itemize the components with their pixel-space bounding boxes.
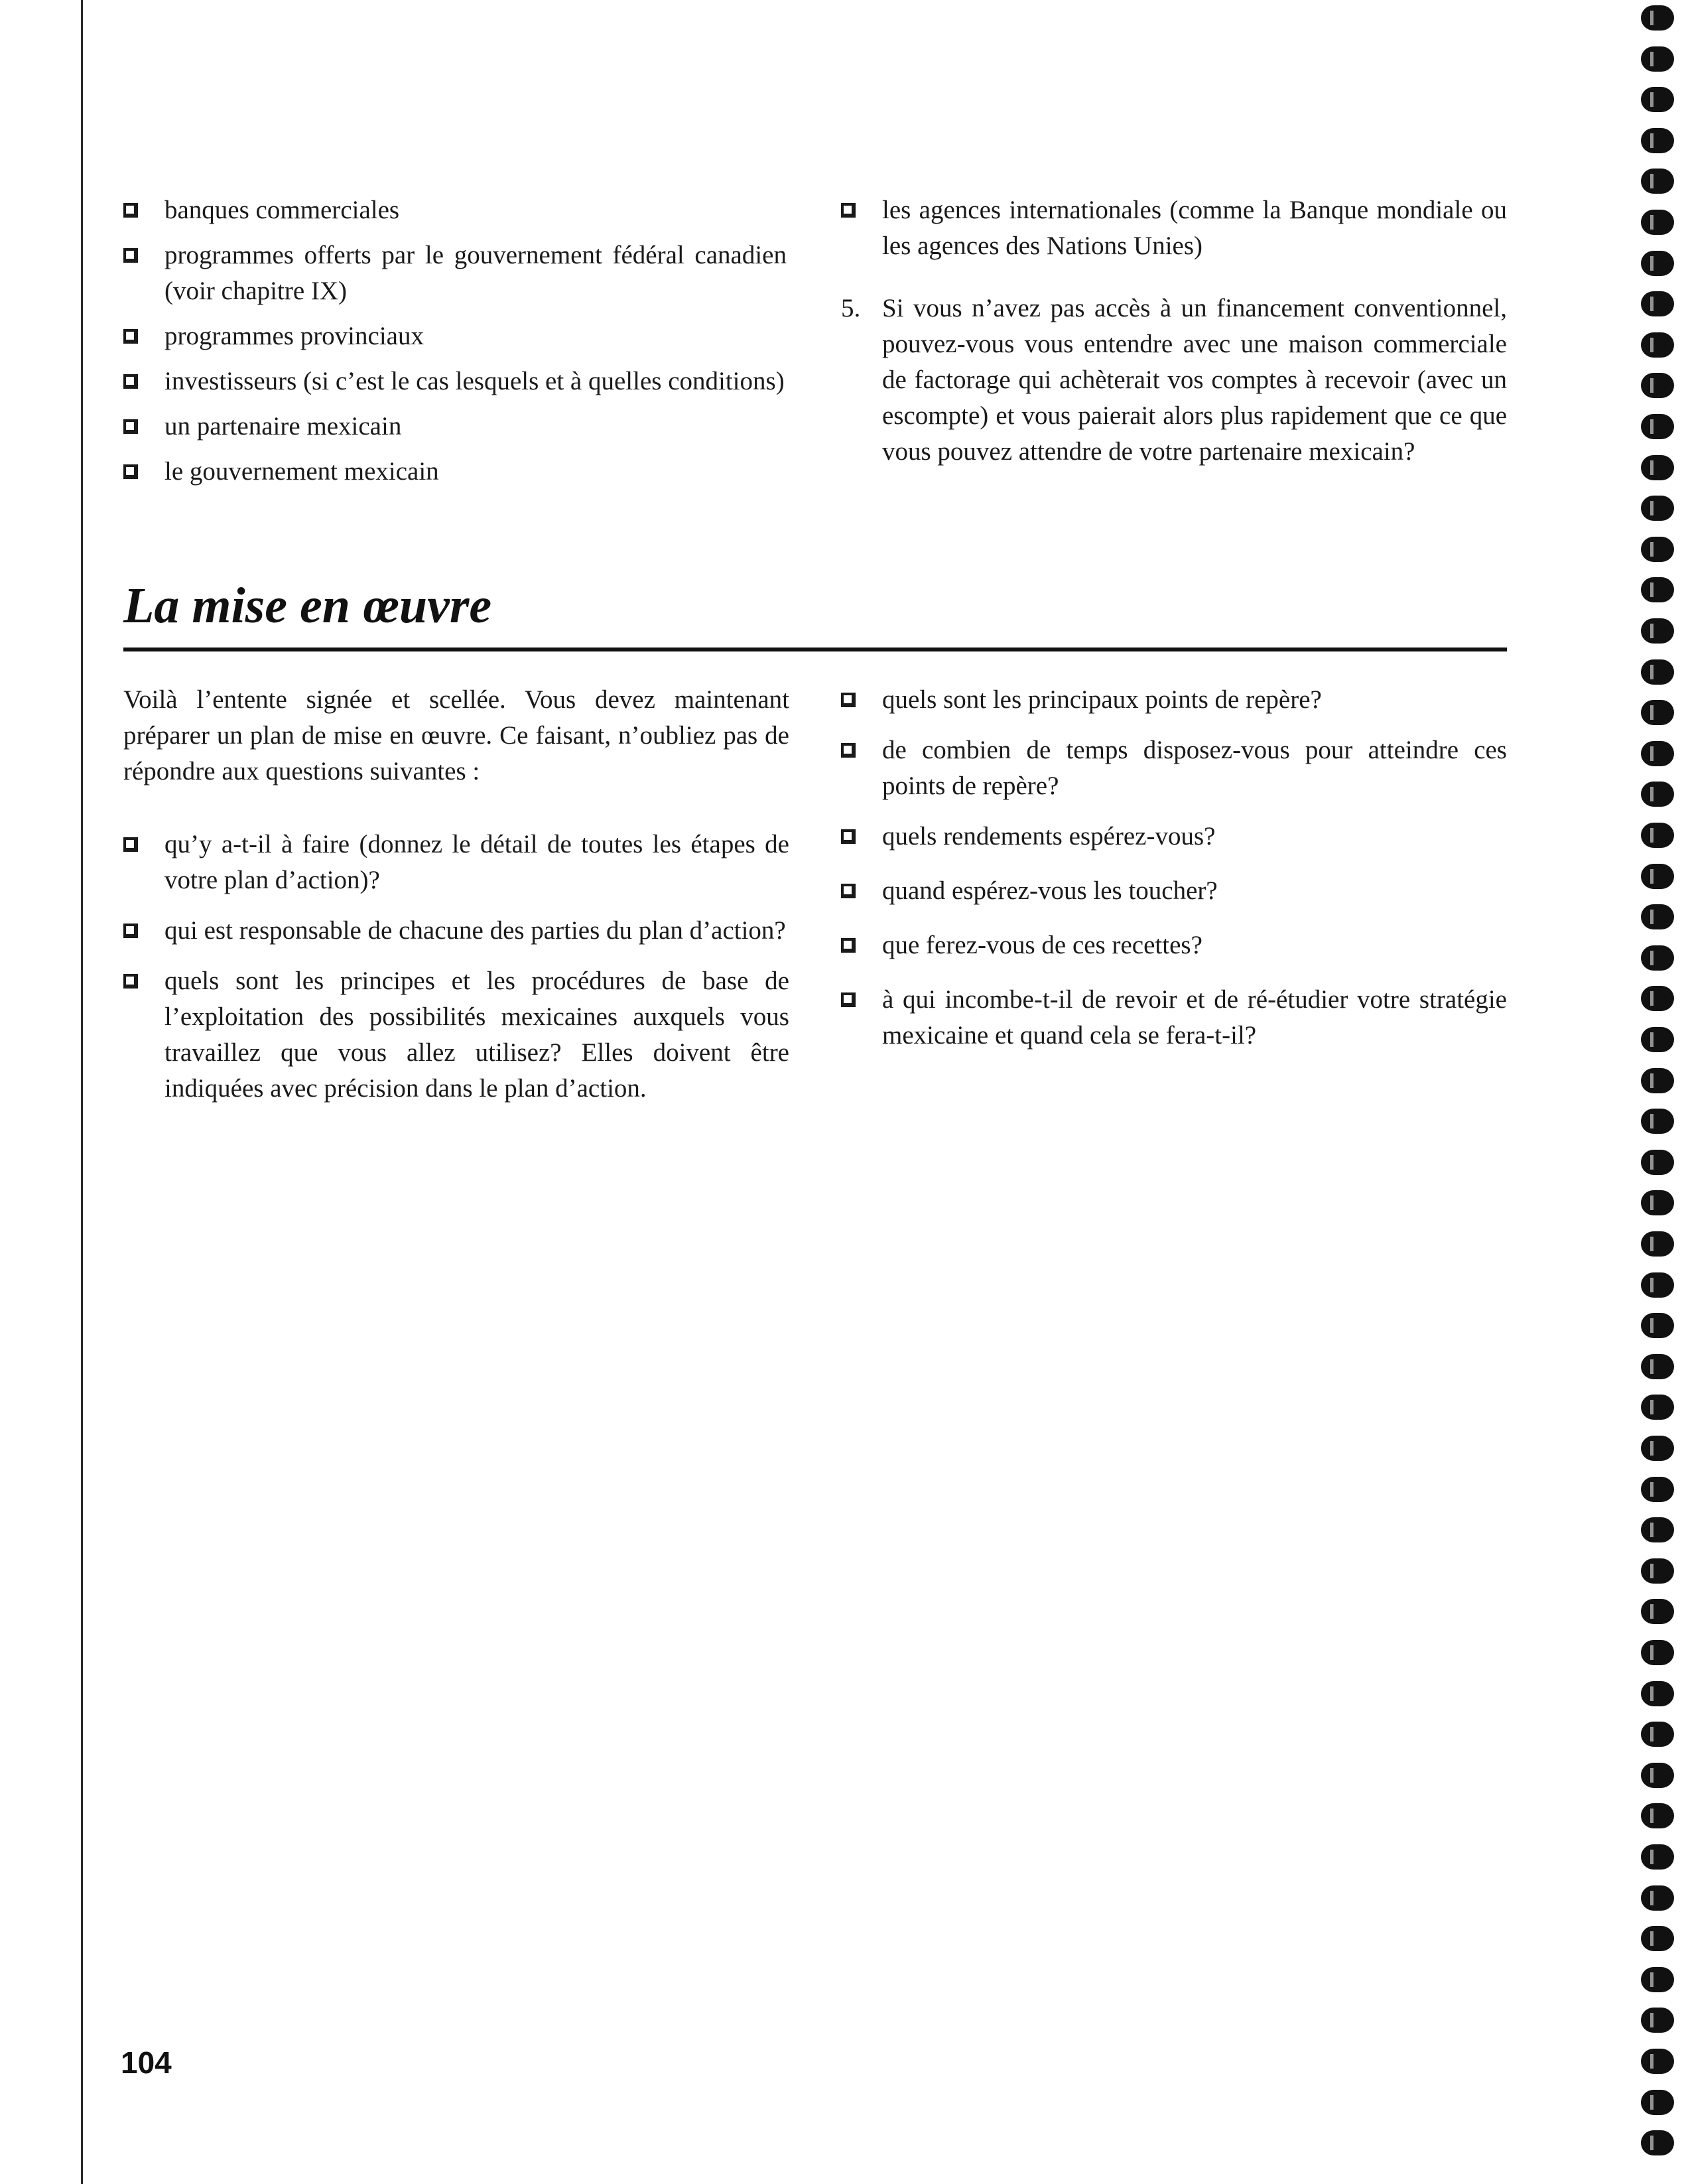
binding-hole-icon xyxy=(1641,1558,1674,1584)
binding-hole-icon xyxy=(1641,1190,1674,1215)
spiral-binding xyxy=(1641,0,1679,2184)
list-item-text: quels rendements espérez-vous? xyxy=(882,822,1216,851)
binding-hole-icon xyxy=(1641,373,1674,398)
list-item xyxy=(841,982,1507,1054)
checkbox-icon xyxy=(123,374,138,389)
checkbox-icon xyxy=(123,837,138,852)
top-right-column xyxy=(841,192,1507,470)
checkbox-icon xyxy=(123,248,138,263)
binding-hole-icon xyxy=(1641,128,1674,153)
binding-hole-icon xyxy=(1641,1844,1674,1870)
list-item-text: à qui incombe-t-il de revoir et de ré-étudier votre stratégie mexicaine et quand cela se fera-t-il? xyxy=(882,985,1507,1050)
numbered-item-text: Si vous n’avez pas accès à un financement conventionnel, pouvez-vous vous entendre avec une maison commerciale de factorage qui achèterait vos comptes à recevoir (avec un escompte) et vous paierait alors plus rapidement que ce que vous pouvez attendre de votre partenaire mexicain? xyxy=(882,294,1507,466)
list-item-text: quels sont les principaux points de repère? xyxy=(882,685,1322,714)
binding-hole-icon xyxy=(1641,1477,1674,1502)
checkbox-icon xyxy=(841,992,856,1007)
binding-hole-icon xyxy=(1641,2008,1674,2033)
binding-hole-icon xyxy=(1641,1150,1674,1175)
binding-hole-icon xyxy=(1641,864,1674,889)
list-item xyxy=(123,409,787,444)
binding-hole-icon xyxy=(1641,1517,1674,1542)
list-item xyxy=(841,927,1507,963)
binding-hole-icon xyxy=(1641,1722,1674,1747)
binding-hole-icon xyxy=(1641,5,1674,31)
binding-hole-icon xyxy=(1641,741,1674,766)
section-right-column xyxy=(841,682,1507,1063)
binding-hole-icon xyxy=(1641,1272,1674,1298)
numbered-item xyxy=(841,291,1507,470)
list-item xyxy=(123,827,789,898)
binding-hole-icon xyxy=(1641,823,1674,848)
list-item xyxy=(841,192,1507,264)
list-item-text: banques commerciales xyxy=(164,196,400,224)
binding-hole-icon xyxy=(1641,1109,1674,1134)
section-heading: La mise en œuvre xyxy=(123,578,492,634)
list-item xyxy=(123,238,787,309)
list-item-text: les agences internationales (comme la Banque mondiale ou les agences des Nations Unies) xyxy=(882,196,1507,260)
list-item-text: un partenaire mexicain xyxy=(164,412,402,441)
checkbox-icon xyxy=(123,974,138,989)
checkbox-icon xyxy=(841,693,856,707)
list-item xyxy=(841,819,1507,854)
binding-hole-icon xyxy=(1641,87,1674,112)
list-item-text: que ferez-vous de ces recettes? xyxy=(882,931,1202,959)
binding-hole-icon xyxy=(1641,1354,1674,1379)
binding-hole-icon xyxy=(1641,332,1674,358)
list-item-text: qui est responsable de chacune des parties du plan d’action? xyxy=(164,916,786,945)
list-item xyxy=(123,963,789,1107)
binding-hole-icon xyxy=(1641,904,1674,929)
list-item-text: le gouvernement mexicain xyxy=(164,457,439,486)
binding-hole-icon xyxy=(1641,46,1674,72)
list-item xyxy=(841,682,1507,718)
binding-hole-icon xyxy=(1641,945,1674,971)
binding-hole-icon xyxy=(1641,1640,1674,1665)
binding-hole-icon xyxy=(1641,1763,1674,1788)
checkbox-icon xyxy=(841,938,856,953)
checkbox-icon xyxy=(841,884,856,898)
binding-hole-icon xyxy=(1641,700,1674,725)
binding-hole-icon xyxy=(1641,782,1674,807)
binding-hole-icon xyxy=(1641,251,1674,276)
list-item xyxy=(123,192,787,228)
list-item-text: programmes provinciaux xyxy=(164,322,424,350)
binding-hole-icon xyxy=(1641,2090,1674,2115)
binding-hole-icon xyxy=(1641,496,1674,521)
list-item xyxy=(123,318,787,354)
binding-hole-icon xyxy=(1641,210,1674,235)
checkbox-icon xyxy=(841,203,856,218)
binding-hole-icon xyxy=(1641,455,1674,480)
list-item-text: programmes offerts par le gouvernement fédéral canadien (voir chapitre IX) xyxy=(164,241,787,305)
checkbox-icon xyxy=(123,923,138,938)
list-item-text: investisseurs (si c’est le cas lesquels et à quelles conditions) xyxy=(164,367,785,395)
binding-hole-icon xyxy=(1641,2049,1674,2074)
checkbox-icon xyxy=(841,743,856,758)
binding-hole-icon xyxy=(1641,1885,1674,1911)
checkbox-icon xyxy=(123,464,138,479)
binding-hole-icon xyxy=(1641,1926,1674,1951)
binding-hole-icon xyxy=(1641,1967,1674,1992)
checkbox-icon xyxy=(123,419,138,434)
binding-hole-icon xyxy=(1641,1313,1674,1338)
binding-hole-icon xyxy=(1641,2130,1674,2155)
intro-paragraph: Voilà l’entente signée et scellée. Vous devez maintenant préparer un plan de mise en œuvre. Ce faisant, n’oubliez pas de répondre aux questions suivantes : xyxy=(123,685,789,785)
binding-hole-icon xyxy=(1641,1231,1674,1257)
list-item xyxy=(123,364,787,399)
section-left-column xyxy=(123,682,789,1116)
heading-rule xyxy=(123,648,1507,651)
binding-hole-icon xyxy=(1641,414,1674,439)
left-page-edge xyxy=(81,0,83,2184)
binding-hole-icon xyxy=(1641,291,1674,316)
top-left-checklist xyxy=(123,192,787,499)
binding-hole-icon xyxy=(1641,1599,1674,1624)
binding-hole-icon xyxy=(1641,659,1674,685)
binding-hole-icon xyxy=(1641,1436,1674,1461)
binding-hole-icon xyxy=(1641,1027,1674,1052)
binding-hole-icon xyxy=(1641,1395,1674,1420)
list-item xyxy=(123,454,787,490)
binding-hole-icon xyxy=(1641,986,1674,1011)
checkbox-icon xyxy=(841,829,856,844)
binding-hole-icon xyxy=(1641,577,1674,602)
list-item-text: quand espérez-vous les toucher? xyxy=(882,876,1218,905)
list-item-text: quels sont les principes et les procédures de base de l’exploitation des possibilités mexicaines auxquels vous travaillez que vous allez utilisez? Elles doivent être indiquées avec précision dans le plan d’action. xyxy=(164,967,789,1103)
list-item-text: de combien de temps disposez-vous pour atteindre ces points de repère? xyxy=(882,736,1507,800)
binding-hole-icon xyxy=(1641,1803,1674,1828)
page-number: 104 xyxy=(121,2045,172,2080)
binding-hole-icon xyxy=(1641,618,1674,644)
checkbox-icon xyxy=(123,329,138,344)
list-item xyxy=(123,913,789,949)
binding-hole-icon xyxy=(1641,1068,1674,1093)
checkbox-icon xyxy=(123,203,138,218)
binding-hole-icon xyxy=(1641,537,1674,562)
list-item-text: qu’y a-t-il à faire (donnez le détail de toutes les étapes de votre plan d’action)? xyxy=(164,830,789,894)
binding-hole-icon xyxy=(1641,169,1674,194)
binding-hole-icon xyxy=(1641,1681,1674,1706)
list-item xyxy=(841,732,1507,804)
item-number: 5. xyxy=(841,294,861,322)
list-item xyxy=(841,873,1507,909)
